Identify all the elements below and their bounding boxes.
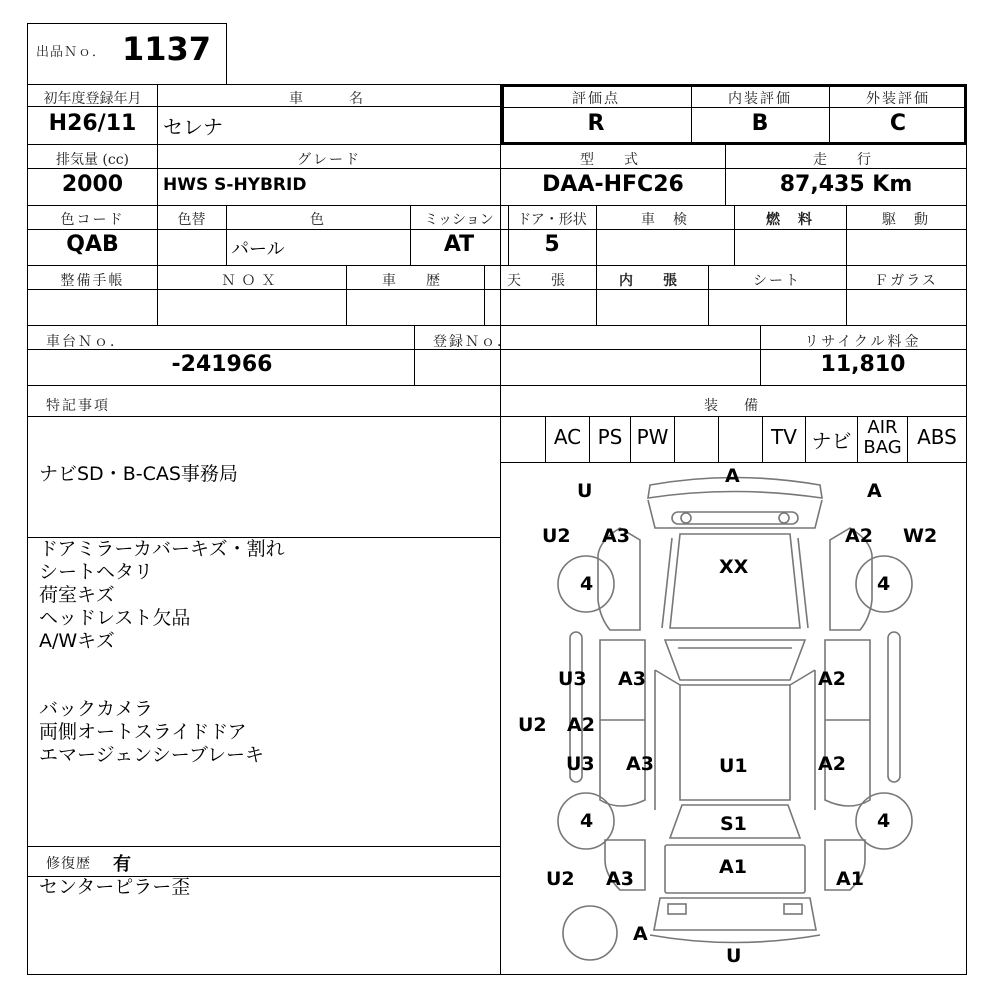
mark-left-pillar-b: A2 [567, 714, 595, 736]
lot-number: 1137 [122, 30, 212, 68]
color: パール [231, 239, 285, 260]
mark-back-door: A1 [719, 856, 747, 878]
mark-left-fender-2: A3 [602, 525, 630, 547]
mark-bonnet: XX [719, 556, 749, 578]
mission-label: ミッション [424, 212, 494, 228]
door-label: ドア・形状 [517, 212, 587, 228]
exterior-value: C [889, 111, 907, 136]
car-name: セレナ [163, 115, 223, 139]
notes-block-3: バックカメラ 両側オートスライドドア エマージェンシーブレーキ [39, 698, 265, 766]
equip-airbag: AIR BAG [863, 417, 902, 458]
mark-front-center: A [725, 465, 740, 487]
first-registration: H26/11 [48, 111, 137, 136]
recycle-label: リサイクル料金 [804, 334, 922, 350]
nox-label: ＮＯＸ [221, 273, 282, 289]
fuel-label: 燃 料 [766, 212, 814, 228]
mark-right-front-door: A2 [818, 668, 846, 690]
repair-history-label: 修復歴 [46, 856, 91, 872]
glass-label: Ｆガラス [874, 273, 938, 289]
grade: HWS S-HYBRID [163, 175, 307, 195]
mark-front-right: A [867, 480, 882, 502]
mark-left-fender: U2 [542, 525, 571, 547]
model-label: 型 式 [580, 152, 646, 168]
exterior-label: 外装評価 [866, 91, 930, 107]
interior-value: B [751, 111, 769, 136]
roof-outline [680, 685, 790, 800]
doors: 5 [544, 232, 560, 257]
recolor-label: 色替 [177, 212, 206, 228]
history-label: 車 歴 [382, 273, 448, 289]
equipment-label: 装 備 [704, 398, 764, 414]
mark-wheel-rl: 4 [580, 810, 594, 832]
mark-left-quarter-b: A3 [606, 868, 634, 890]
mark-right-rear-door: A2 [818, 753, 846, 775]
displacement: 2000 [61, 172, 124, 197]
mark-wheel-rr: 4 [877, 810, 891, 832]
notes-label: 特記事項 [46, 398, 110, 414]
mark-left-pillar-a: U2 [518, 714, 547, 736]
model-code: DAA-HFC26 [542, 172, 684, 197]
bonnet-outline [670, 534, 800, 628]
registration-label: 登録Ｎｏ． [433, 334, 513, 350]
score-value: R [587, 111, 605, 136]
mark-right-fender-2: W2 [903, 525, 938, 547]
notes-block-2: ドアミラーカバーキズ・割れ シートヘタリ 荷室キズ ヘッドレスト欠品 A/Wキズ [39, 538, 285, 652]
grade-label: グレード [297, 152, 361, 168]
car-name-label: 車 名 [289, 91, 369, 107]
equip-abs: ABS [917, 425, 957, 449]
repair-history-value: 有 [113, 854, 131, 875]
lot-number-label: 出品Ｎｏ． [36, 45, 107, 60]
mark-roof: U1 [719, 755, 748, 777]
color-code: QAB [66, 232, 119, 257]
mileage: 87,435 Km [779, 172, 913, 197]
mark-rear-bumper-left: A [633, 923, 648, 945]
mark-left-front-door-b: A3 [618, 668, 646, 690]
interior-trim-label: 内 張 [619, 273, 685, 289]
mark-rear-bumper: U [726, 945, 742, 967]
chassis-label: 車台Ｎｏ． [46, 334, 126, 350]
mission: AT [443, 232, 475, 257]
mark-right-quarter: A1 [836, 868, 864, 890]
color-label: 色 [310, 212, 326, 228]
score-label: 評価点 [572, 91, 620, 107]
maint-label: 整備手帳 [60, 273, 125, 289]
inspection-label: 車 検 [641, 212, 689, 228]
mark-front-left: U [577, 480, 593, 502]
equip-ps: PS [597, 425, 623, 449]
seat-label: シート [753, 273, 801, 289]
year-label: 初年度登録年月 [43, 91, 142, 107]
spare-tire-circle [563, 906, 617, 960]
mark-left-rear-door-b: A3 [626, 753, 654, 775]
notes-line-1: ナビSD・B-CAS事務局 [39, 463, 238, 485]
chassis-number: -241966 [171, 352, 273, 377]
mark-left-rear-door-a: U3 [566, 753, 595, 775]
equip-tv: TV [771, 425, 797, 449]
equip-pw: PW [636, 425, 669, 449]
mark-wheel-fl: 4 [580, 573, 594, 595]
cc-label: 排気量 (cc) [55, 152, 130, 168]
mark-wheel-fr: 4 [877, 573, 891, 595]
mark-left-front-door-a: U3 [558, 668, 587, 690]
mark-right-fender: A2 [845, 525, 873, 547]
equip-navi: ナビ [811, 429, 852, 453]
repair-note: センターピラー歪 [39, 876, 191, 898]
roof-label: 天 張 [507, 273, 573, 289]
color-code-label: 色コード [60, 212, 125, 228]
mark-left-quarter-a: U2 [546, 868, 575, 890]
equip-ac: AC [553, 425, 582, 449]
drive-label: 駆 動 [882, 212, 930, 228]
mark-rear-glass: S1 [720, 813, 747, 835]
recycle-fee: 11,810 [820, 352, 906, 377]
interior-label: 内装評価 [728, 91, 792, 107]
mileage-label: 走 行 [813, 152, 879, 168]
